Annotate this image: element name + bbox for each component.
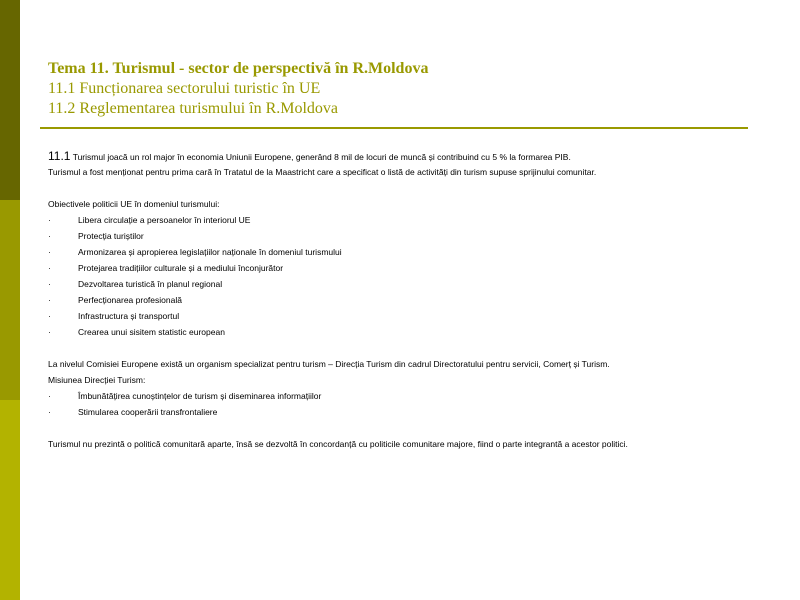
objective-text: Crearea unui sisitem statistic european [78,327,225,337]
bullet-marker: · [48,295,51,305]
bullet-marker: · [48,247,51,257]
objective-item [48,324,768,340]
sidebar-segment-dark [0,0,20,200]
intro-paragraph [48,148,768,164]
objective-item [48,212,768,228]
objective-text: Dezvoltarea turistică în planul regional [78,279,223,289]
bullet-marker: · [48,231,51,241]
bullet-marker: · [48,327,51,337]
objective-text: Protecția turiștilor [78,231,144,241]
objectives-heading: Obiectivele politicii UE în domeniul turismului: [48,199,220,209]
objective-text: Protejarea tradițiilor culturale și a mediului înconjurător [78,263,284,273]
slide-subtitle-1: 11.1 Funcționarea sectorului turistic în UE [48,80,321,97]
objective-item [48,276,768,292]
intro-text: Turismul joacă un rol major în economia Uniunii Europene, generând 8 mil de locuri de muncă și contribuind cu 5 % la formarea PIB. [72,152,571,162]
mission-heading: Misiunea Direcției Turism: [48,375,146,385]
sidebar-stripe [0,0,20,600]
title-divider [40,127,748,129]
objective-text: Infrastructura și transportul [78,311,180,321]
bullet-marker: · [48,407,51,417]
objective-text: Perfecționarea profesională [78,295,182,305]
slide-title: Tema 11. Turismul - sector de perspectivă în R.Moldova [48,60,429,77]
objective-item [48,308,768,324]
objective-item [48,228,768,244]
sidebar-segment-light [0,400,20,600]
conclusion-paragraph: Turismul nu prezintă o politică comunitară aparte, însă se dezvoltă în concordanță cu politicile comunitare majore, fiind o parte integrantă a acestor politici. [48,439,628,449]
bullet-marker: · [48,215,51,225]
commission-paragraph: La nivelul Comisiei Europene există un organism specializat pentru turism – Direcția Turism din cadrul Directoratului pentru servicii, Comerț și Turism. [48,359,610,369]
objective-item [48,260,768,276]
mission-item [48,404,768,420]
maastricht-paragraph: Turismul a fost menționat pentru prima cară în Tratatul de la Maastricht care a specificat o listă de activități din turism supuse sprijinului comunitar. [48,167,597,177]
slide-title-block [48,59,748,119]
slide-content [48,148,768,452]
objective-text: Armonizarea și apropierea legislațiilor naționale în domeniul turismului [78,247,342,257]
bullet-marker: · [48,391,51,401]
sidebar-segment-mid [0,200,20,400]
objective-text: Libera circulație a persoanelor în interiorul UE [78,215,251,225]
mission-item [48,388,768,404]
objective-item [48,244,768,260]
objective-item [48,292,768,308]
section-number: 11.1 [48,149,71,163]
mission-text: Îmbunătățirea cunoștințelor de turism și diseminarea informațiilor [78,391,322,401]
mission-text: Stimularea cooperării transfrontaliere [78,407,218,417]
slide-subtitle-2: 11.2 Reglementarea turismului în R.Moldova [48,100,339,117]
bullet-marker: · [48,263,51,273]
bullet-marker: · [48,279,51,289]
bullet-marker: · [48,311,51,321]
